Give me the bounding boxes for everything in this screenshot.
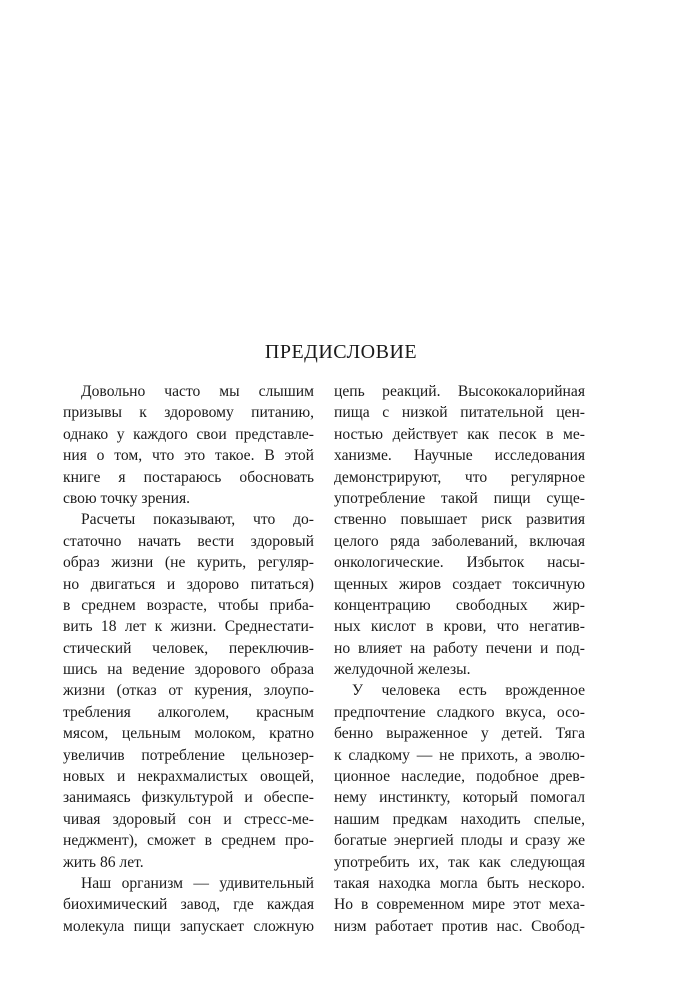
left-text-column (63, 381, 314, 937)
text-line: статочно начать вести здоровый (63, 532, 314, 550)
chapter-heading: ПРЕДИСЛОВИЕ (264, 341, 418, 363)
text-line: ханизме. Научные исследования (334, 447, 585, 465)
text-line: цепь реакций. Высококалорийная (334, 383, 585, 400)
text-line: нему инстинкту, который помогал (334, 789, 585, 807)
text-line: Но в современном мире этот меха- (334, 896, 585, 914)
text-line: демонстрируют, что регулярное (334, 468, 585, 486)
text-line: бенно выраженное у детей. Тяга (334, 725, 585, 743)
text-line: такая находка могла быть нескоро. (334, 874, 585, 892)
text-line: шись на ведение здорового образа (63, 661, 314, 679)
text-line: но влияет на работу печени и под- (334, 639, 585, 657)
text-line: целого ряда заболеваний, включая (334, 532, 585, 550)
text-line: призывы к здоровому питанию, (63, 404, 314, 422)
text-line: к сладкому — не прихоть, а эволю- (334, 746, 585, 764)
text-line: свою точку зрения. (63, 489, 191, 507)
text-line: ных кислот в крови, что негатив- (334, 618, 585, 636)
text-line: биохимический завод, где каждая (63, 896, 314, 914)
text-line: занимаясь физкультурой и обеспе- (63, 789, 314, 807)
text-line: концентрацию свободных жир- (334, 596, 585, 614)
text-line: онкологические. Избыток насы- (334, 554, 585, 572)
text-line: предпочтение сладкого вкуса, осо- (334, 703, 585, 721)
text-line: употребить их, так как следующая (334, 853, 585, 871)
text-line: стический человек, переключив- (63, 639, 314, 657)
text-line: увеличив потребление цельнозер- (63, 746, 314, 764)
text-line: Наш организм — удивительный (81, 874, 314, 892)
text-line: Довольно часто мы слышим (81, 383, 314, 400)
text-line: в среднем возрасте, чтобы приба- (63, 596, 314, 614)
text-line: нашим предкам находить спелые, (334, 810, 585, 828)
text-line: однако у каждого свои представле- (63, 425, 314, 443)
text-line: требления алкоголем, красным (63, 703, 314, 721)
text-line: мясом, цельным молоком, кратно (63, 725, 314, 743)
text-line: У человека есть врожденное (352, 682, 585, 700)
text-line: пища с низкой питательной цен- (334, 404, 585, 422)
text-line: богатые энергией плоды и сразу же (334, 832, 585, 850)
text-line: употребление такой пищи суще- (334, 489, 585, 507)
text-line: неджмент), сможет в среднем про- (63, 832, 314, 850)
right-text-column (334, 381, 585, 937)
text-line: но двигаться и здорово питаться) (63, 575, 314, 593)
text-line: чивая здоровый сон и стресс-ме- (63, 810, 314, 828)
text-line: Расчеты показывают, что до- (81, 511, 314, 529)
text-line: жить 86 лет. (63, 853, 144, 871)
text-line: вить 18 лет к жизни. Среднестати- (63, 618, 314, 636)
text-line: жизни (отказ от курения, злоупо- (63, 682, 314, 700)
text-line: ственно повышает риск развития (334, 511, 585, 529)
text-line: образ жизни (не курить, регуляр- (63, 554, 314, 572)
text-line: щенных жиров создает токсичную (334, 575, 585, 593)
text-line: книге я постараюсь обосновать (63, 468, 314, 486)
text-line: ционное наследие, подобное древ- (334, 768, 585, 786)
text-line: ния о том, что это такое. В этой (63, 447, 314, 465)
text-line: молекула пищи запускает сложную (63, 917, 314, 935)
text-line: новых и некрахмалистых овощей, (63, 768, 314, 786)
text-line: желудочной железы. (334, 661, 471, 679)
text-line: низм работает против нас. Свобод- (334, 917, 585, 935)
text-line: ностью действует как песок в ме- (334, 425, 585, 443)
